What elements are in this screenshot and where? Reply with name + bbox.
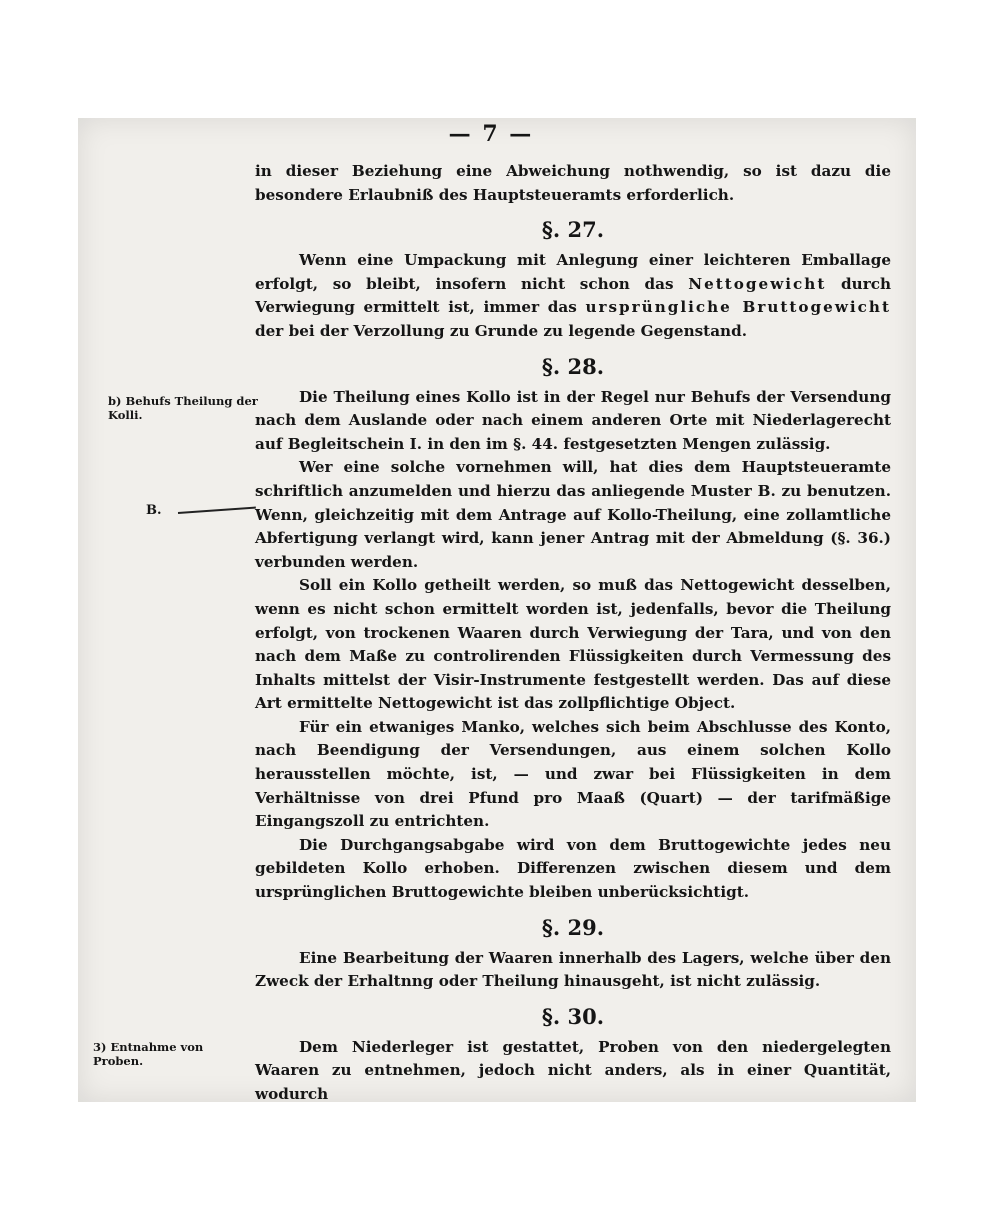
section-heading-29: §. 29. [541,914,605,940]
paragraph-27 [255,249,891,343]
paragraph-30: Dem Niederleger ist gestattet, Proben von den niedergelegten Waaren zu entnehmen, jedoch nicht anders, als in einer Quantität, wodurch [255,1037,891,1103]
text-fragment: der bei der Verzollung zu Grunde zu legende Gegenstand. [255,321,747,340]
margin-note-behufs-theilung: b) Behufs Theilung der Kolli. [108,394,258,422]
paragraph-28-3: Soll ein Kollo getheilt werden, so muß das Nettogewicht desselben, wenn es nicht schon ermittelt worden ist, jedenfalls, bevor die Theilung erfolgt, von trockenen Waaren durch Verwiegung der Tara, und von den nach dem Maße zu controlirenden Flüssigkeiten durch Vermessung des Inhalts mittelst der Visir-Instrumente festgestellt werden. Das auf diese Art ermittelte Nettogewicht ist das zollpflichtige Object. [255,576,891,713]
main-text [255,160,891,1107]
paragraph-28-2: Wer eine solche vornehmen will, hat dies dem Hauptsteueramte schriftlich anzumelden und hierzu das anliegende Muster B. zu benutzen. Wenn, gleichzeitig mit dem Antrage auf Kollo-Theilung, eine zollamtliche Abfertigung verlangt wird, kann jener Antrag mit der Abmeldung (§. 36.) verbunden werden. [255,458,891,571]
emphasis-nettogewicht: Nettogewicht [688,274,827,293]
text-fragment: Wenn eine Umpackung mit Anlegung einer leichteren Emballage erfolgt, so bleibt, insofern nicht schon das [255,251,891,293]
section-heading-27: §. 27. [541,217,605,243]
emphasis-bruttogewicht: ursprüngliche Bruttogewicht [585,298,891,317]
paragraph-29: Eine Bearbeitung der Waaren innerhalb des Lagers, welche über den Zweck der Erhaltnng oder Theilung hinausgeht, ist nicht zulässig. [255,948,891,991]
paragraph-28-4: Für ein etwaniges Manko, welches sich beim Abschlusse des Konto, nach Beendigung der Versendungen, aus einem solchen Kollo herausstellen möchte, ist, — und zwar bei Flüssigkeiten in dem Verhältnisse von drei Pfund pro Maaß (Quart) — der tarifmäßige Eingangszoll zu entrichten. [255,717,891,831]
margin-note-entnahme-proben: 3) Entnahme von Proben. [93,1040,204,1068]
text-fragment: durch Verwiegung ermittelt ist, immer das [255,274,891,317]
page-number: — 7 — [448,121,534,147]
paragraph-28-5: Die Durchgangsabgabe wird von dem Bruttogewichte jedes neu gebildeten Kollo erhoben. Differenzen zwischen diesem und dem ursprünglichen Bruttogewichte bleiben unberücksichtigt. [255,835,891,902]
section-heading-30: §. 30. [541,1003,605,1029]
margin-note-b: B. [146,503,162,518]
section-heading-28: §. 28. [541,353,605,379]
paragraph-28-1: Die Theilung eines Kollo ist in der Regel nur Behufs der Versendung nach dem Auslande oder nach einem anderen Orte mit Niederlagerecht auf Begleitschein I. in den im §. 44. festgesetzten Mengen zulässig. [255,387,891,453]
paragraph-intro: in dieser Beziehung eine Abweichung nothwendig, so ist dazu die besondere Erlaubniß des Hauptsteueramts erforderlich. [255,162,891,204]
